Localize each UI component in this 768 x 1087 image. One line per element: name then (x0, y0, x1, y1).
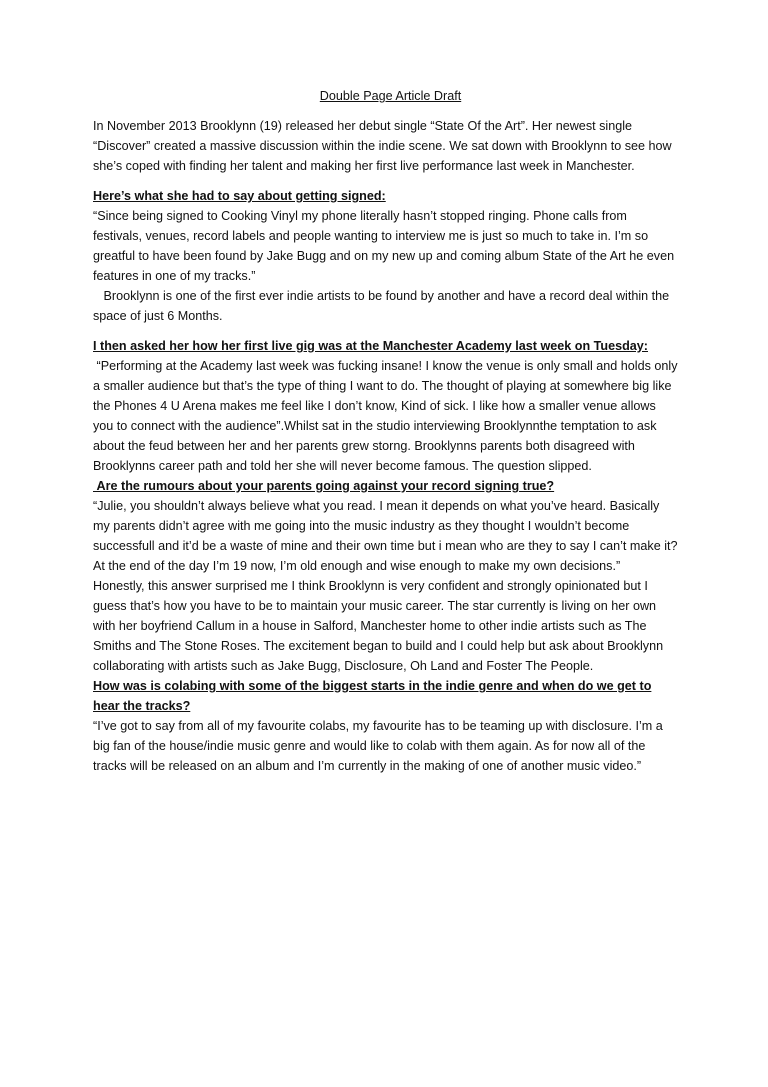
answer-collaborations: “I’ve got to say from all of my favourite colabs, my favourite has to be teaming up with disclosure. I’m a big fan of the house/indie music genre and would like to colab with them again. As for now all of the tracks will be released on an album and I’m currently in the making of one of another music video.” (93, 719, 663, 773)
document-title: Double Page Article Draft (319, 89, 462, 103)
paragraph-honestly: Honestly, this answer surprised me I think Brooklynn is very confident and strongly opinionated but I guess that’s how you have to be to maintain your music career. The star currently is living on her own with her boyfriend Callum in a house in Salford, Manchester home to other indie artists such as The Smiths and The Stone Roses. The excitement began to build and I could help but ask about Brooklynn collaborating with artists such as Jake Bugg, Disclosure, Oh Land and Foster The People. (93, 579, 664, 673)
answer-parents-rumours: “Julie, you shouldn’t always believe what you read. I mean it depends on what you’ve heard. Basically my parents didn’t agree with me going into the music industry as they thought I wouldn’t become successfull and it’d be a waste of mine and their own time but i mean who are they to say I can’t make it? At the end of the day I’m 19 now, I’m old enough and wise enough to make my own decisions.” (93, 499, 678, 573)
question-getting-signed: Here’s what she had to say about getting signed: (93, 189, 386, 203)
question-first-live-gig: I then asked her how her first live gig was at the Manchester Academy last week on Tuesday: (93, 339, 648, 353)
question-collaborations: How was is colabing with some of the biggest starts in the indie genre and when do we get to hear the tracks? (93, 679, 652, 713)
intro-paragraph: In November 2013 Brooklynn (19) released her debut single “State Of the Art”. Her newest single “Discover” created a massive discussion within the indie scene. We sat down with Brooklynn to see how she’s coped with finding her talent and making her first live performance last week in Manchester. (93, 119, 672, 173)
question-parents-rumours: Are the rumours about your parents going against your record signing true? (93, 479, 555, 493)
article-page (93, 86, 682, 776)
answer-getting-signed: “Since being signed to Cooking Vinyl my phone literally hasn’t stopped ringing. Phone calls from festivals, venues, record labels and people wanting to interview me is just so much to take in. I’m so greatful to have been found by Jake Bugg and on my new up and coming album State of the Art he even features in one of my tracks.” (93, 209, 675, 283)
paragraph-record-deal: Brooklynn is one of the first ever indie artists to be found by another and have a record deal within the space of just 6 Months. (93, 289, 673, 323)
answer-first-live-gig: “Performing at the Academy last week was fucking insane! I know the venue is only small and holds only a smaller audience but that’s the type of thing I want to do. The thought of playing at somewhere big like the Phones 4 U Arena makes me feel like I don’t know, Kind of sick. I like how a smaller venue allows you to connect with the audience”.Whilst sat in the studio interviewing Brooklynnthe temptation to ask about the feud between her and her parents grew storng. Brooklynns parents both disagreed with Brooklynns career path and told her she will never become famous. The question slipped. (93, 359, 682, 473)
